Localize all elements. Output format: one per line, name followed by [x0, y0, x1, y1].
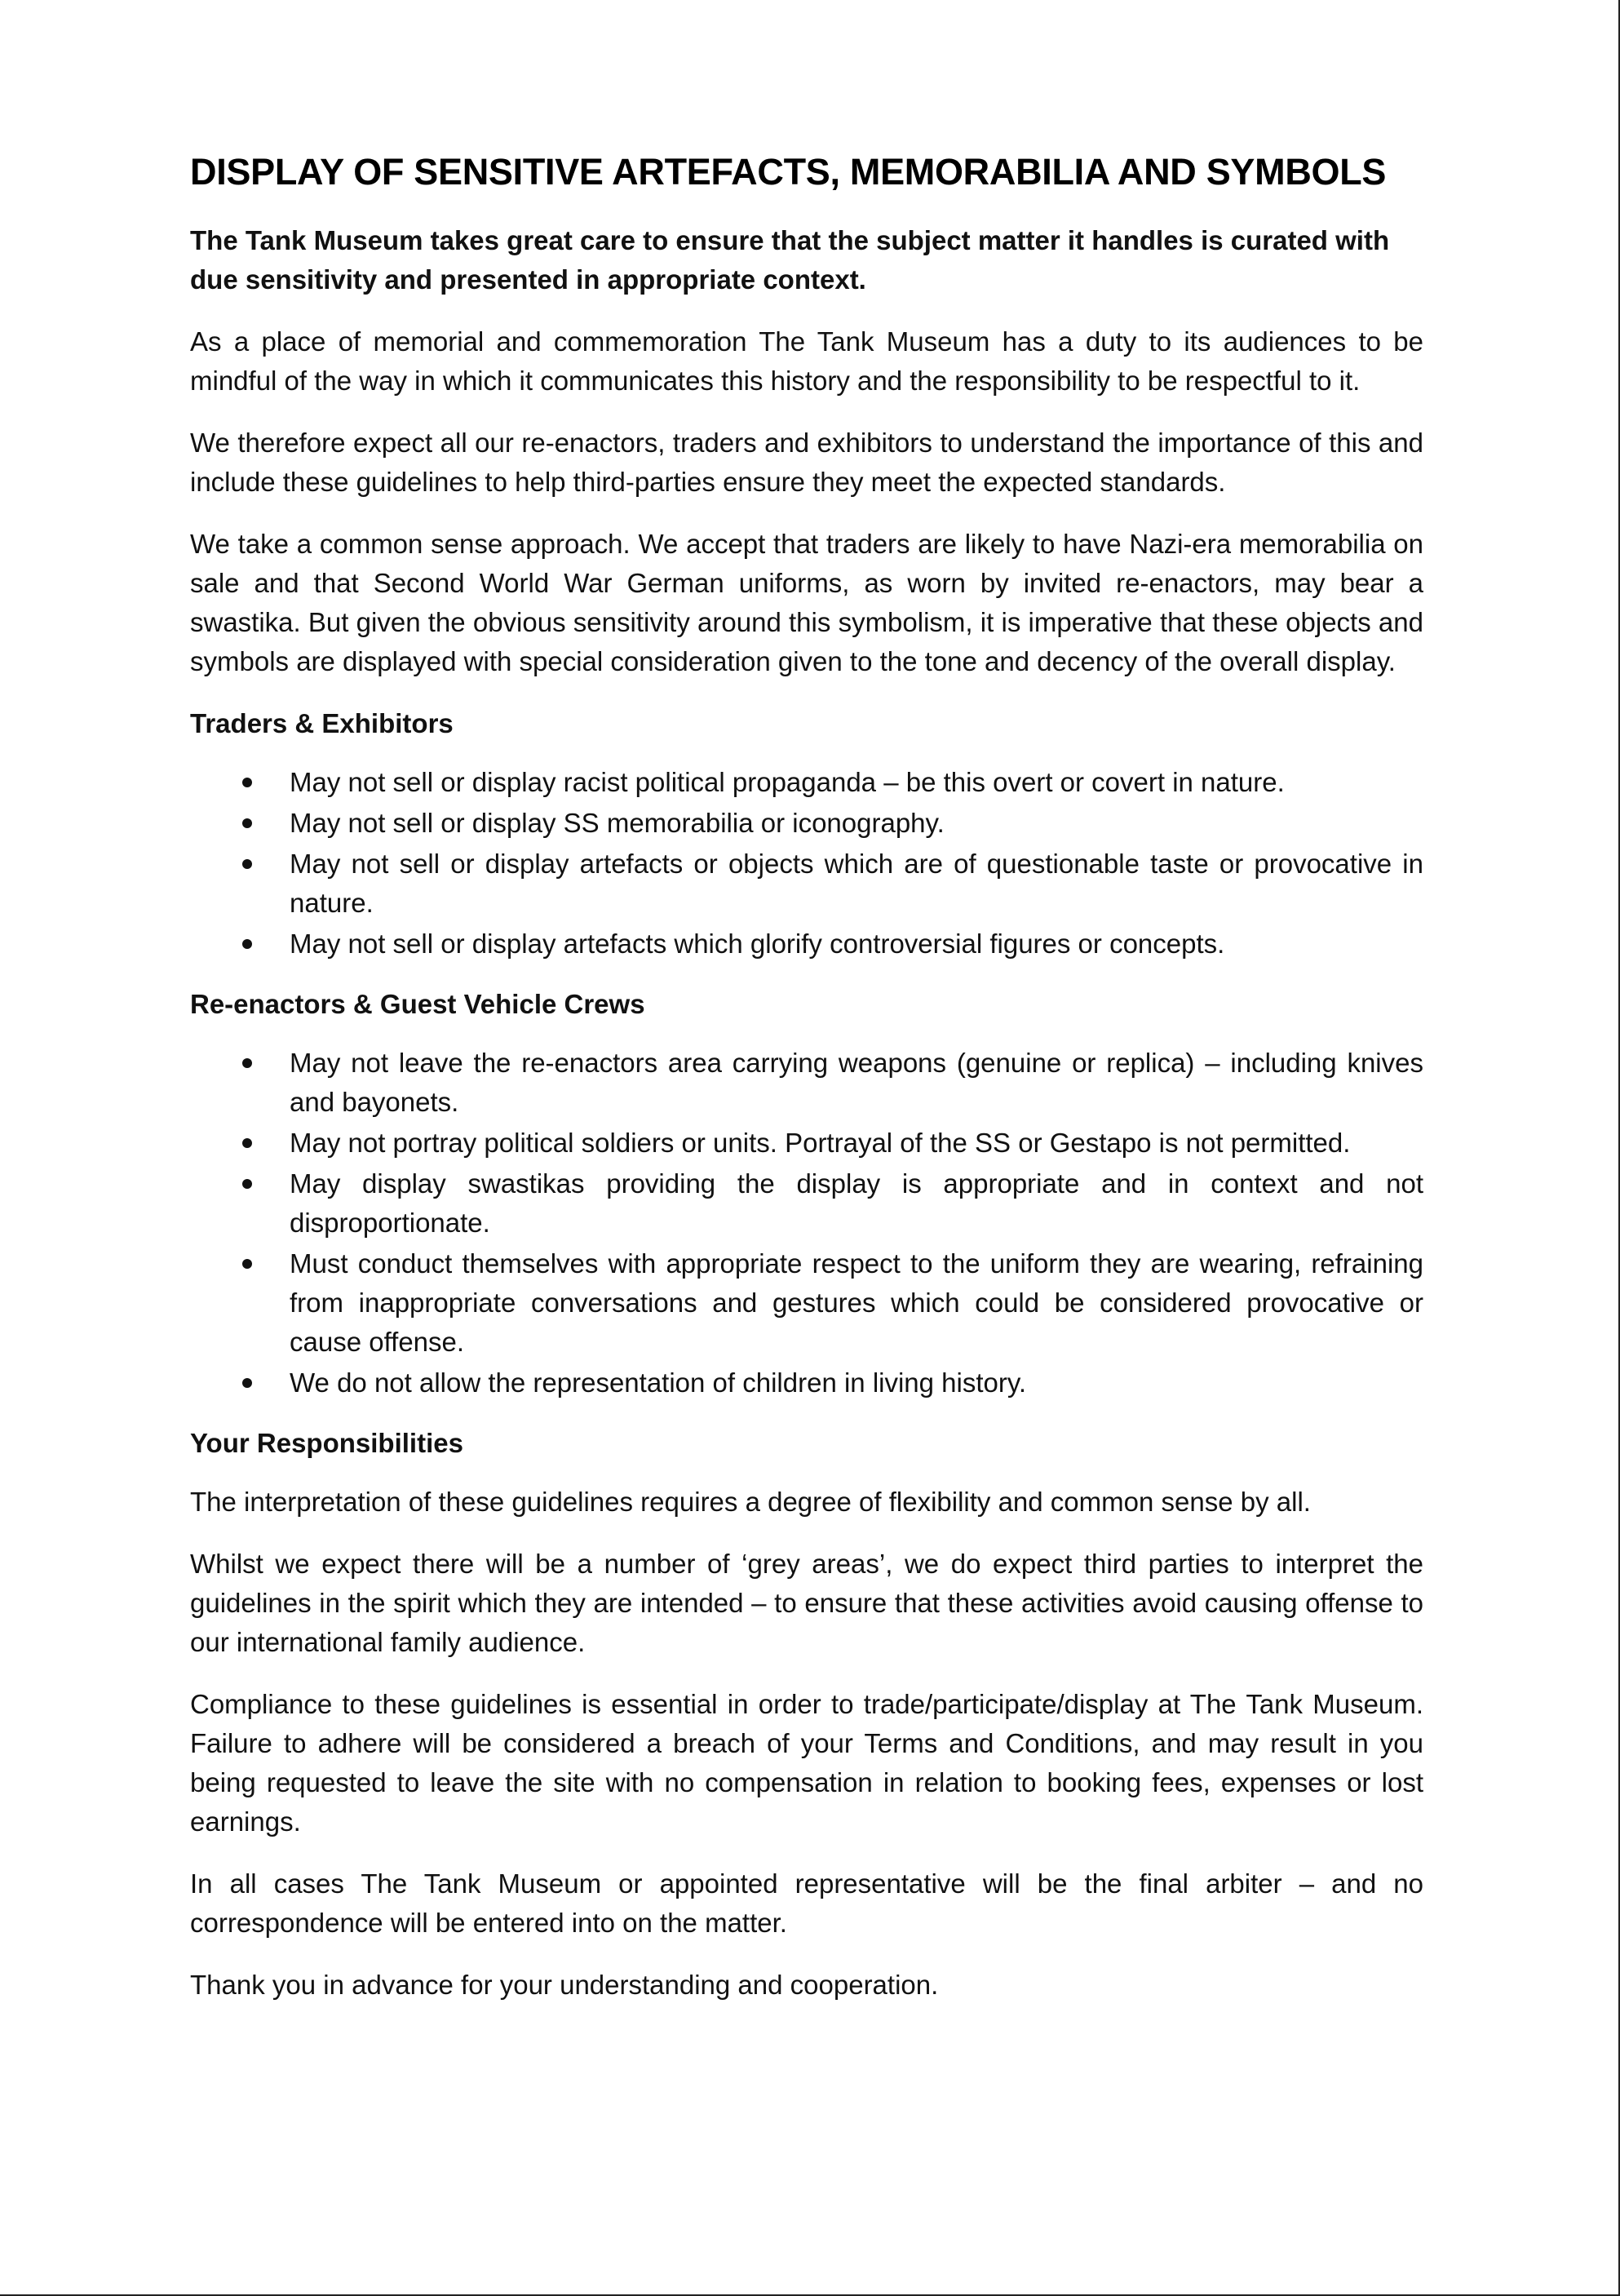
- body-paragraph: Whilst we expect there will be a number of ‘grey areas’, we do expect third parties to interpret the guidelines in the spirit which they are intended – to ensure that these activities avoid causing offense to our international family audience.: [190, 1548, 1423, 1657]
- list-item-text: May not portray political soldiers or units. Portrayal of the SS or Gestapo is not permitted.: [290, 1127, 1351, 1158]
- list-item-text: May not leave the re-enactors area carrying weapons (genuine or replica) – including knives and bayonets.: [290, 1047, 1423, 1117]
- reenactors-list: [190, 1044, 1423, 1403]
- list-item-text: May display swastikas providing the display is appropriate and in context and not disproportionate.: [290, 1168, 1423, 1238]
- traders-heading: Traders & Exhibitors: [190, 707, 454, 738]
- body-paragraph: As a place of memorial and commemoration The Tank Museum has a duty to its audiences to be mindful of the way in which it communicates this history and the responsibility to be respectful to it.: [190, 326, 1423, 396]
- body-paragraph: The interpretation of these guidelines requires a degree of flexibility and common sense by all.: [190, 1486, 1311, 1517]
- bullet-icon: [242, 778, 252, 787]
- bullet-icon: [242, 1058, 252, 1068]
- list-item: [290, 844, 1423, 923]
- reenactors-heading: Re-enactors & Guest Vehicle Crews: [190, 988, 645, 1019]
- body-paragraph: We therefore expect all our re-enactors, traders and exhibitors to understand the importance of this and include these guidelines to help third-parties ensure they meet the expected standards.: [190, 427, 1423, 497]
- body-paragraph: In all cases The Tank Museum or appointed representative will be the final arbiter – and no correspondence will be entered into on the matter.: [190, 1868, 1423, 1938]
- document-content: [190, 151, 1423, 2028]
- bullet-icon: [242, 818, 252, 828]
- list-item: [290, 924, 1423, 964]
- bullet-icon: [242, 1378, 252, 1388]
- list-item: [290, 1244, 1423, 1362]
- bullet-icon: [242, 859, 252, 869]
- list-item: [290, 1363, 1423, 1403]
- list-item-text: May not sell or display SS memorabilia or iconography.: [290, 807, 945, 838]
- list-item-text: May not sell or display artefacts which glorify controversial figures or concepts.: [290, 928, 1225, 959]
- bullet-icon: [242, 1138, 252, 1148]
- list-item: [290, 1124, 1423, 1163]
- list-item: [290, 804, 1423, 843]
- list-item: [290, 1164, 1423, 1243]
- document-title: DISPLAY OF SENSITIVE ARTEFACTS, MEMORABILIA AND SYMBOLS: [190, 151, 1387, 193]
- intro-paragraph: The Tank Museum takes great care to ensure that the subject matter it handles is curated with due sensitivity and presented in appropriate context.: [190, 224, 1390, 295]
- list-item: [290, 1044, 1423, 1122]
- list-item-text: May not sell or display racist political propaganda – be this overt or covert in nature.: [290, 766, 1285, 797]
- closing-paragraph: Thank you in advance for your understanding and cooperation.: [190, 1969, 939, 2000]
- body-paragraph: We take a common sense approach. We accept that traders are likely to have Nazi-era memorabilia on sale and that Second World War German uniforms, as worn by invited re-enactors, may bear a swastika. But given the obvious sensitivity around this symbolism, it is imperative that these objects and symbols are displayed with special consideration given to the tone and decency of the overall display.: [190, 528, 1423, 676]
- list-item-text: May not sell or display artefacts or objects which are of questionable taste or provocative in nature.: [290, 848, 1423, 918]
- traders-list: [190, 763, 1423, 964]
- bullet-icon: [242, 939, 252, 949]
- body-paragraph: Compliance to these guidelines is essential in order to trade/participate/display at The Tank Museum. Failure to adhere will be considered a breach of your Terms and Conditions, and may result in you being requested to leave the site with no compensation in relation to booking fees, expenses or lost earnings.: [190, 1688, 1423, 1837]
- list-item-text: We do not allow the representation of children in living history.: [290, 1367, 1027, 1398]
- responsibilities-heading: Your Responsibilities: [190, 1427, 463, 1458]
- bullet-icon: [242, 1179, 252, 1189]
- list-item: [290, 763, 1423, 802]
- bullet-icon: [242, 1259, 252, 1269]
- list-item-text: Must conduct themselves with appropriate respect to the uniform they are wearing, refraining from inappropriate conversations and gestures which could be considered provocative or cause offense.: [290, 1248, 1423, 1357]
